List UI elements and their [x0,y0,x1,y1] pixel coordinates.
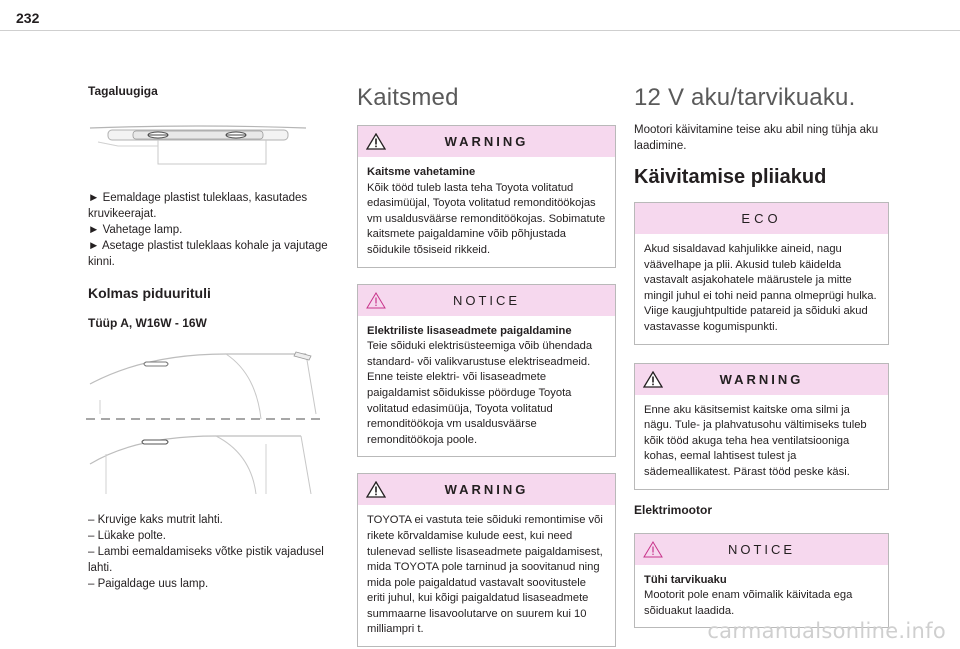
step-replace-bulb: ► Vahetage lamp. [88,224,183,236]
warning-label: WARNING [444,482,529,498]
step-remove-lens: ► Eemaldage plastist tuleklaas, kasutades kruvikeerajat. [88,192,308,220]
intro-text: Mootori käivitamine teise aku abil ning tühja aku laadimine. [634,124,879,152]
warning-text: Kõik tööd tuleb lasta teha Toyota volitatud edasimüüjal, Toyota volitatud remonditöökojas vm usaldusväärse remonditöökojas. Sobimatute kaitsmete paigaldamine võib põhjustada sõidukile tõsiseid rikkeid. [367,181,606,256]
step-unscrew-nuts: – Kruvige kaks mutrit lahti. [88,514,223,526]
notice-header [635,534,888,565]
notice-label: NOTICE [452,292,521,308]
column-middle [357,80,616,647]
column-right [634,80,889,628]
notice-triangle-icon [643,541,663,558]
notice-title: Tühi tarvikuaku [644,573,727,586]
notice-text: Mootorit pole enam võimalik käivitada ega sõiduakut laadida. [644,589,853,617]
notice-triangle-icon [366,292,386,309]
section-title-kaitsmed: Kaitsmed [357,84,459,111]
warning-box-fuse [357,125,616,268]
step-fit-new-bulb: – Paigaldage uus lamp. [88,578,209,590]
heading-tagaluugiga: Tagaluugiga [88,84,158,98]
notice-label: NOTICE [727,541,796,557]
eco-header [635,203,888,234]
step-disconnect-plug: – Lambi eemaldamiseks võtke pistik vajadusel lahti. [88,546,324,574]
warning-label: WARNING [719,371,804,387]
notice-title: Elektriliste lisaseadmete paigaldamine [367,324,572,337]
warning-text: TOYOTA ei vastuta teie sõiduki remontimise või rikete kõrvaldamise kulude eest, kui need tulenevad selliste lisaseadmete paigaldamisest, mida TOYOTA pole tarninud ja soovitanud ning mida pole paigaldatud vastavalt soovitustele eriti juhul, kui kõigi paigaldatud lisaseadmete summaarne lisavoolutarve on suurem kui 10 milliampri t. [367,514,603,636]
warning-triangle-icon [366,481,386,498]
warning-label: WARNING [444,134,529,149]
step-push-bolts: – Lükake polte. [88,530,167,542]
warning-box-battery [634,363,889,490]
eco-label: ECO [741,211,782,226]
warning-triangle-icon [643,371,663,388]
warning-header [635,364,888,395]
eco-box [634,202,889,345]
bulb-type-label: Tüüp A, W16W - 16W [88,316,207,330]
tailgate-lamp-illustration [88,120,308,172]
top-divider [0,30,960,31]
warning-title: Kaitsme vahetamine [367,166,476,178]
column-left [88,80,340,592]
notice-text: Teie sõiduki elektrisüsteemiga võib ühendada standard- või valikvarustuse elektriseadmeid. Enne teiste elektri- või lisaseadmete paigaldamist sõidukisse pöörduge Toyota volitatud edasimüüja, Toyota volitatud remonditöökoja vm usaldusväärse remonditöökoja poole. [367,340,593,446]
page-number: 232 [16,10,40,26]
warning-header [358,126,615,157]
warning-header [358,474,615,505]
heading-kolmas-piduurituli: Kolmas piduurituli [88,285,211,301]
section-title-aku: 12 V aku/tarvikuaku. [634,84,856,111]
warning-text: Enne aku käsitsemist kaitske oma silmi ja nägu. Tule- ja plahvatusohu vältimiseks tuleb kõik tööd akuga teha hea ventilatsiooniga kohas, eemal lahtisest tulest ja sädemeallikatest. Pärast tööd peske käsi. [644,403,867,478]
heading-kaivitamise-pliiakud: Käivitamise pliiakud [634,166,827,188]
eco-text: Akud sisaldavad kahjulikke aineid, nagu väävelhape ja plii. Akusid tuleb käidelda vastavalt asjakohatele määrustele ja mitte mingil juhul ei tohi neid panna olmeprügi hulka. Viige kaugjuhtpultide patareid ja sõiduki akud vastavasse kogumispunkti. [644,243,877,333]
heading-elektrimootor: Elektrimootor [634,502,713,517]
notice-box-accessories [357,284,616,458]
step-refit-lens: ► Asetage plastist tuleklaas kohale ja vajutage kinni. [88,240,328,268]
notice-header [358,285,615,316]
notice-box-battery [634,533,889,629]
third-brake-light-illustration [86,344,326,494]
warning-triangle-icon [366,133,386,150]
watermark: carmanualsonline.info [707,619,946,643]
warning-box-toyota [357,473,616,647]
